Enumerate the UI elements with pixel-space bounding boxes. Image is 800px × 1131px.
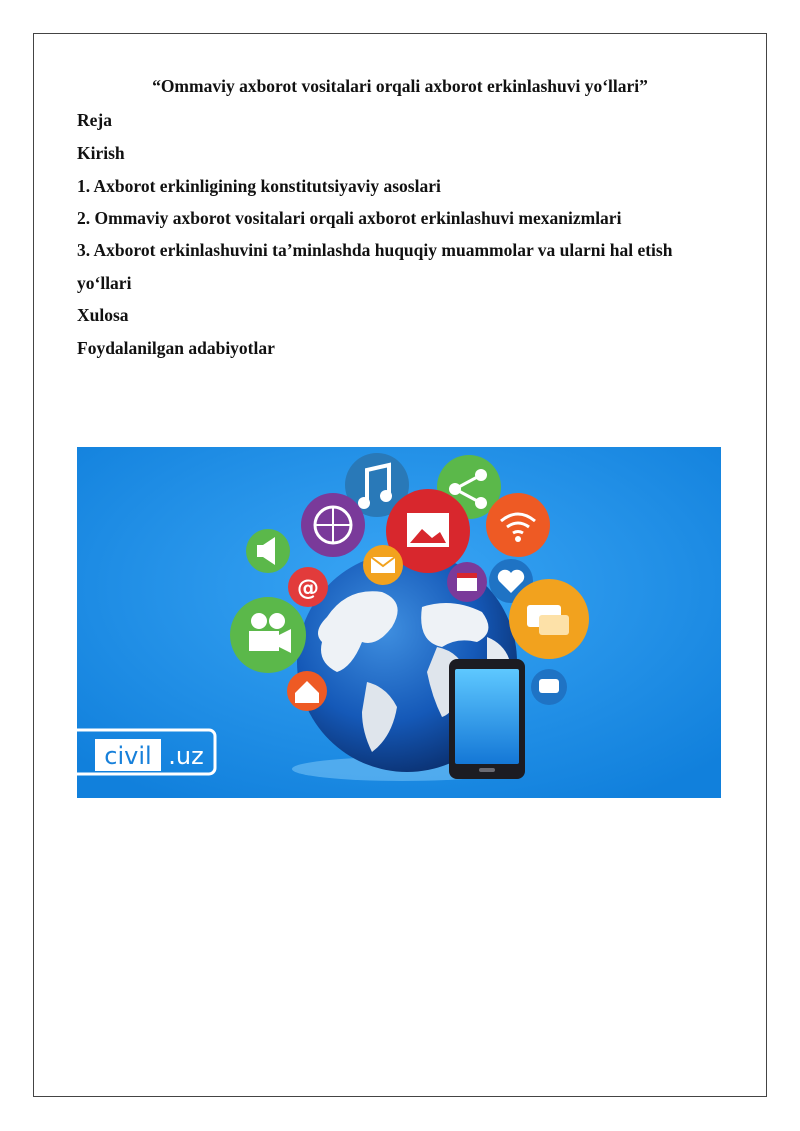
logo-text-civil: civil	[104, 742, 152, 770]
video-camera-icon	[230, 597, 306, 673]
logo-text-uz: .uz	[168, 742, 204, 770]
message-icon	[531, 669, 567, 705]
document-title: “Ommaviy axborot vositalari orqali axborot erkinlashuvi yo‘llari”	[152, 76, 648, 96]
outline-reja: Reja	[77, 110, 112, 130]
outline-kirish: Kirish	[77, 143, 125, 163]
megaphone-icon	[246, 529, 290, 573]
chat-icon	[509, 579, 589, 659]
calendar-icon	[447, 562, 487, 602]
media-illustration	[77, 447, 721, 798]
outline-item-3-line-1: 3. Axborot erkinlashuvini ta’minlashda huquqiy muammolar va ularni hal etish	[77, 240, 673, 260]
illustration-svg	[77, 447, 721, 798]
smartphone-icon	[449, 659, 525, 779]
at-sign-icon	[288, 567, 328, 607]
outline-item-2: 2. Ommaviy axborot vositalari orqali axborot erkinlashuvi mexanizmlari	[77, 208, 622, 228]
home-icon	[287, 671, 327, 711]
svg-text:@: @	[297, 576, 319, 601]
globe-icon	[301, 493, 365, 557]
outline-adabiyotlar: Foydalanilgan adabiyotlar	[77, 338, 275, 358]
wifi-icon	[486, 493, 550, 557]
outline-xulosa: Xulosa	[77, 305, 129, 325]
outline-item-1: 1. Axborot erkinligining konstitutsiyaviy asoslari	[77, 176, 441, 196]
email-icon	[363, 545, 403, 585]
outline-item-3-line-2: yo‘llari	[77, 273, 132, 293]
